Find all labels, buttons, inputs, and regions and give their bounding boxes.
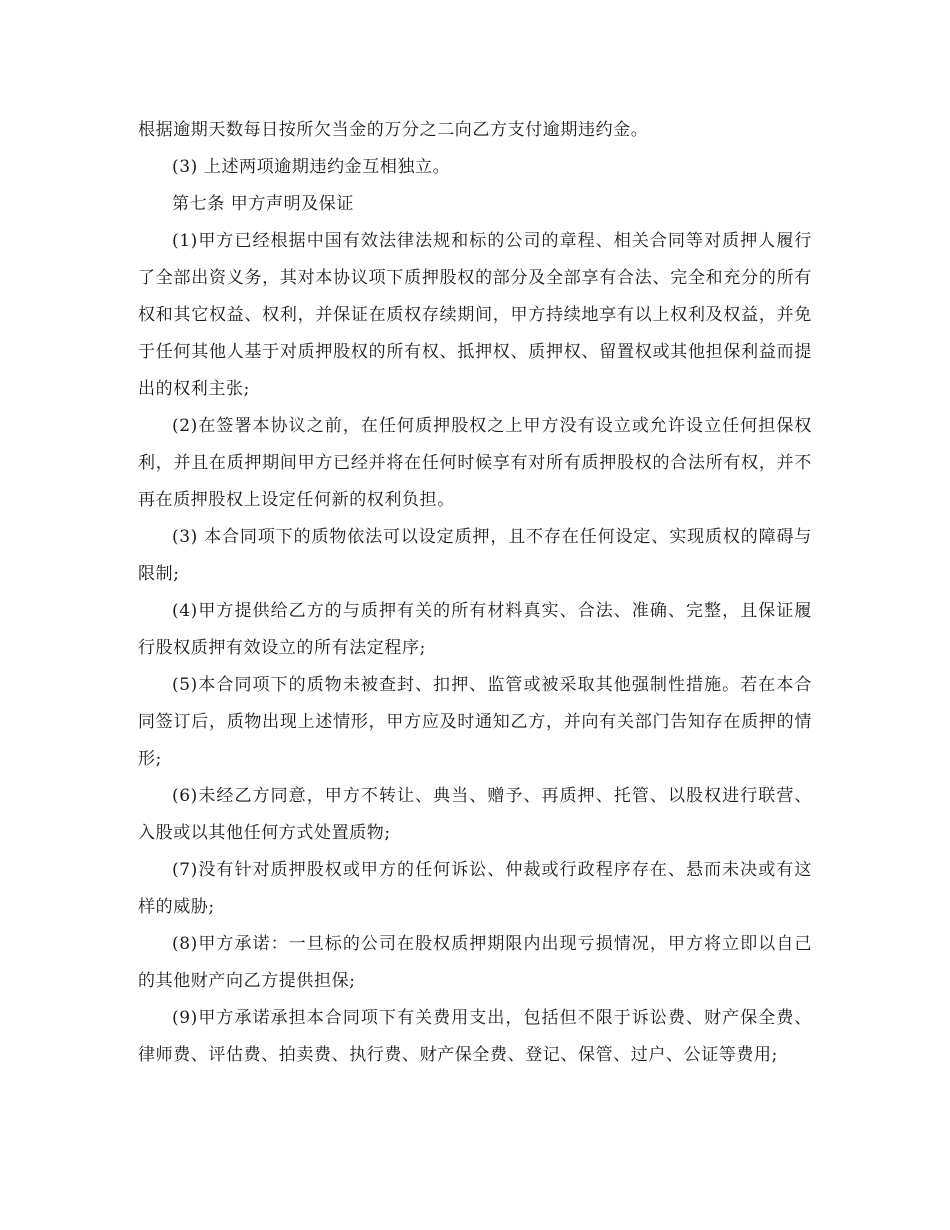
paragraph-6-3: (3) 上述两项逾期违约金互相独立。 [172,157,451,177]
document-body [138,112,812,1074]
paragraph-7-8: (8)甲方承诺：一旦标的公司在股权质押期限内出现亏损情况，甲方将立即以自己的其他财产向乙方提供担保; [138,934,812,991]
paragraph-7-4: (4)甲方提供给乙方的与质押有关的所有材料真实、合法、准确、完整，且保证履行股权质押有效设立的所有法定程序; [138,601,812,658]
paragraph-7-5: (5)本合同项下的质物未被查封、扣押、监管或被采取其他强制性措施。若在本合同签订后，质物出现上述情形，甲方应及时通知乙方，并向有关部门告知存在质押的情形; [138,675,812,769]
paragraph-7-2: (2)在签署本协议之前，在任何质押股权之上甲方没有设立或允许设立任何担保权利，并且在质押期间甲方已经并将在任何时候享有对所有质押股权的合法所有权，并不再在质押股权上设定任何新的权利负担。 [138,416,812,510]
paragraph-7-6: (6)未经乙方同意，甲方不转让、典当、赠予、再质押、托管、以股权进行联营、入股或以其他任何方式处置质物; [138,786,812,843]
paragraph-7-1: (1)甲方已经根据中国有效法律法规和标的公司的章程、相关合同等对质押人履行了全部出资义务，其对本协议项下质押股权的部分及全部享有合法、完全和充分的所有权和其它权益、权利，并保证在质权存续期间，甲方持续地享有以上权利及权益，并免于任何其他人基于对质押股权的所有权、抵押权、质押权、留置权或其他担保利益而提出的权利主张; [138,231,812,399]
paragraph-7-7: (7)没有针对质押股权或甲方的任何诉讼、仲裁或行政程序存在、悬而未决或有这样的威胁; [138,860,812,917]
paragraph-7-9: (9)甲方承诺承担本合同项下有关费用支出，包括但不限于诉讼费、财产保全费、律师费、评估费、拍卖费、执行费、财产保全费、登记、保管、过户、公证等费用; [138,1008,812,1065]
article-7-heading: 第七条 甲方声明及保证 [172,194,355,214]
paragraph-continued: 根据逾期天数每日按所欠当金的万分之二向乙方支付逾期违约金。 [138,120,649,140]
paragraph-7-3: (3) 本合同项下的质物依法可以设定质押，且不存在任何设定、实现质权的障碍与限制; [138,527,812,584]
